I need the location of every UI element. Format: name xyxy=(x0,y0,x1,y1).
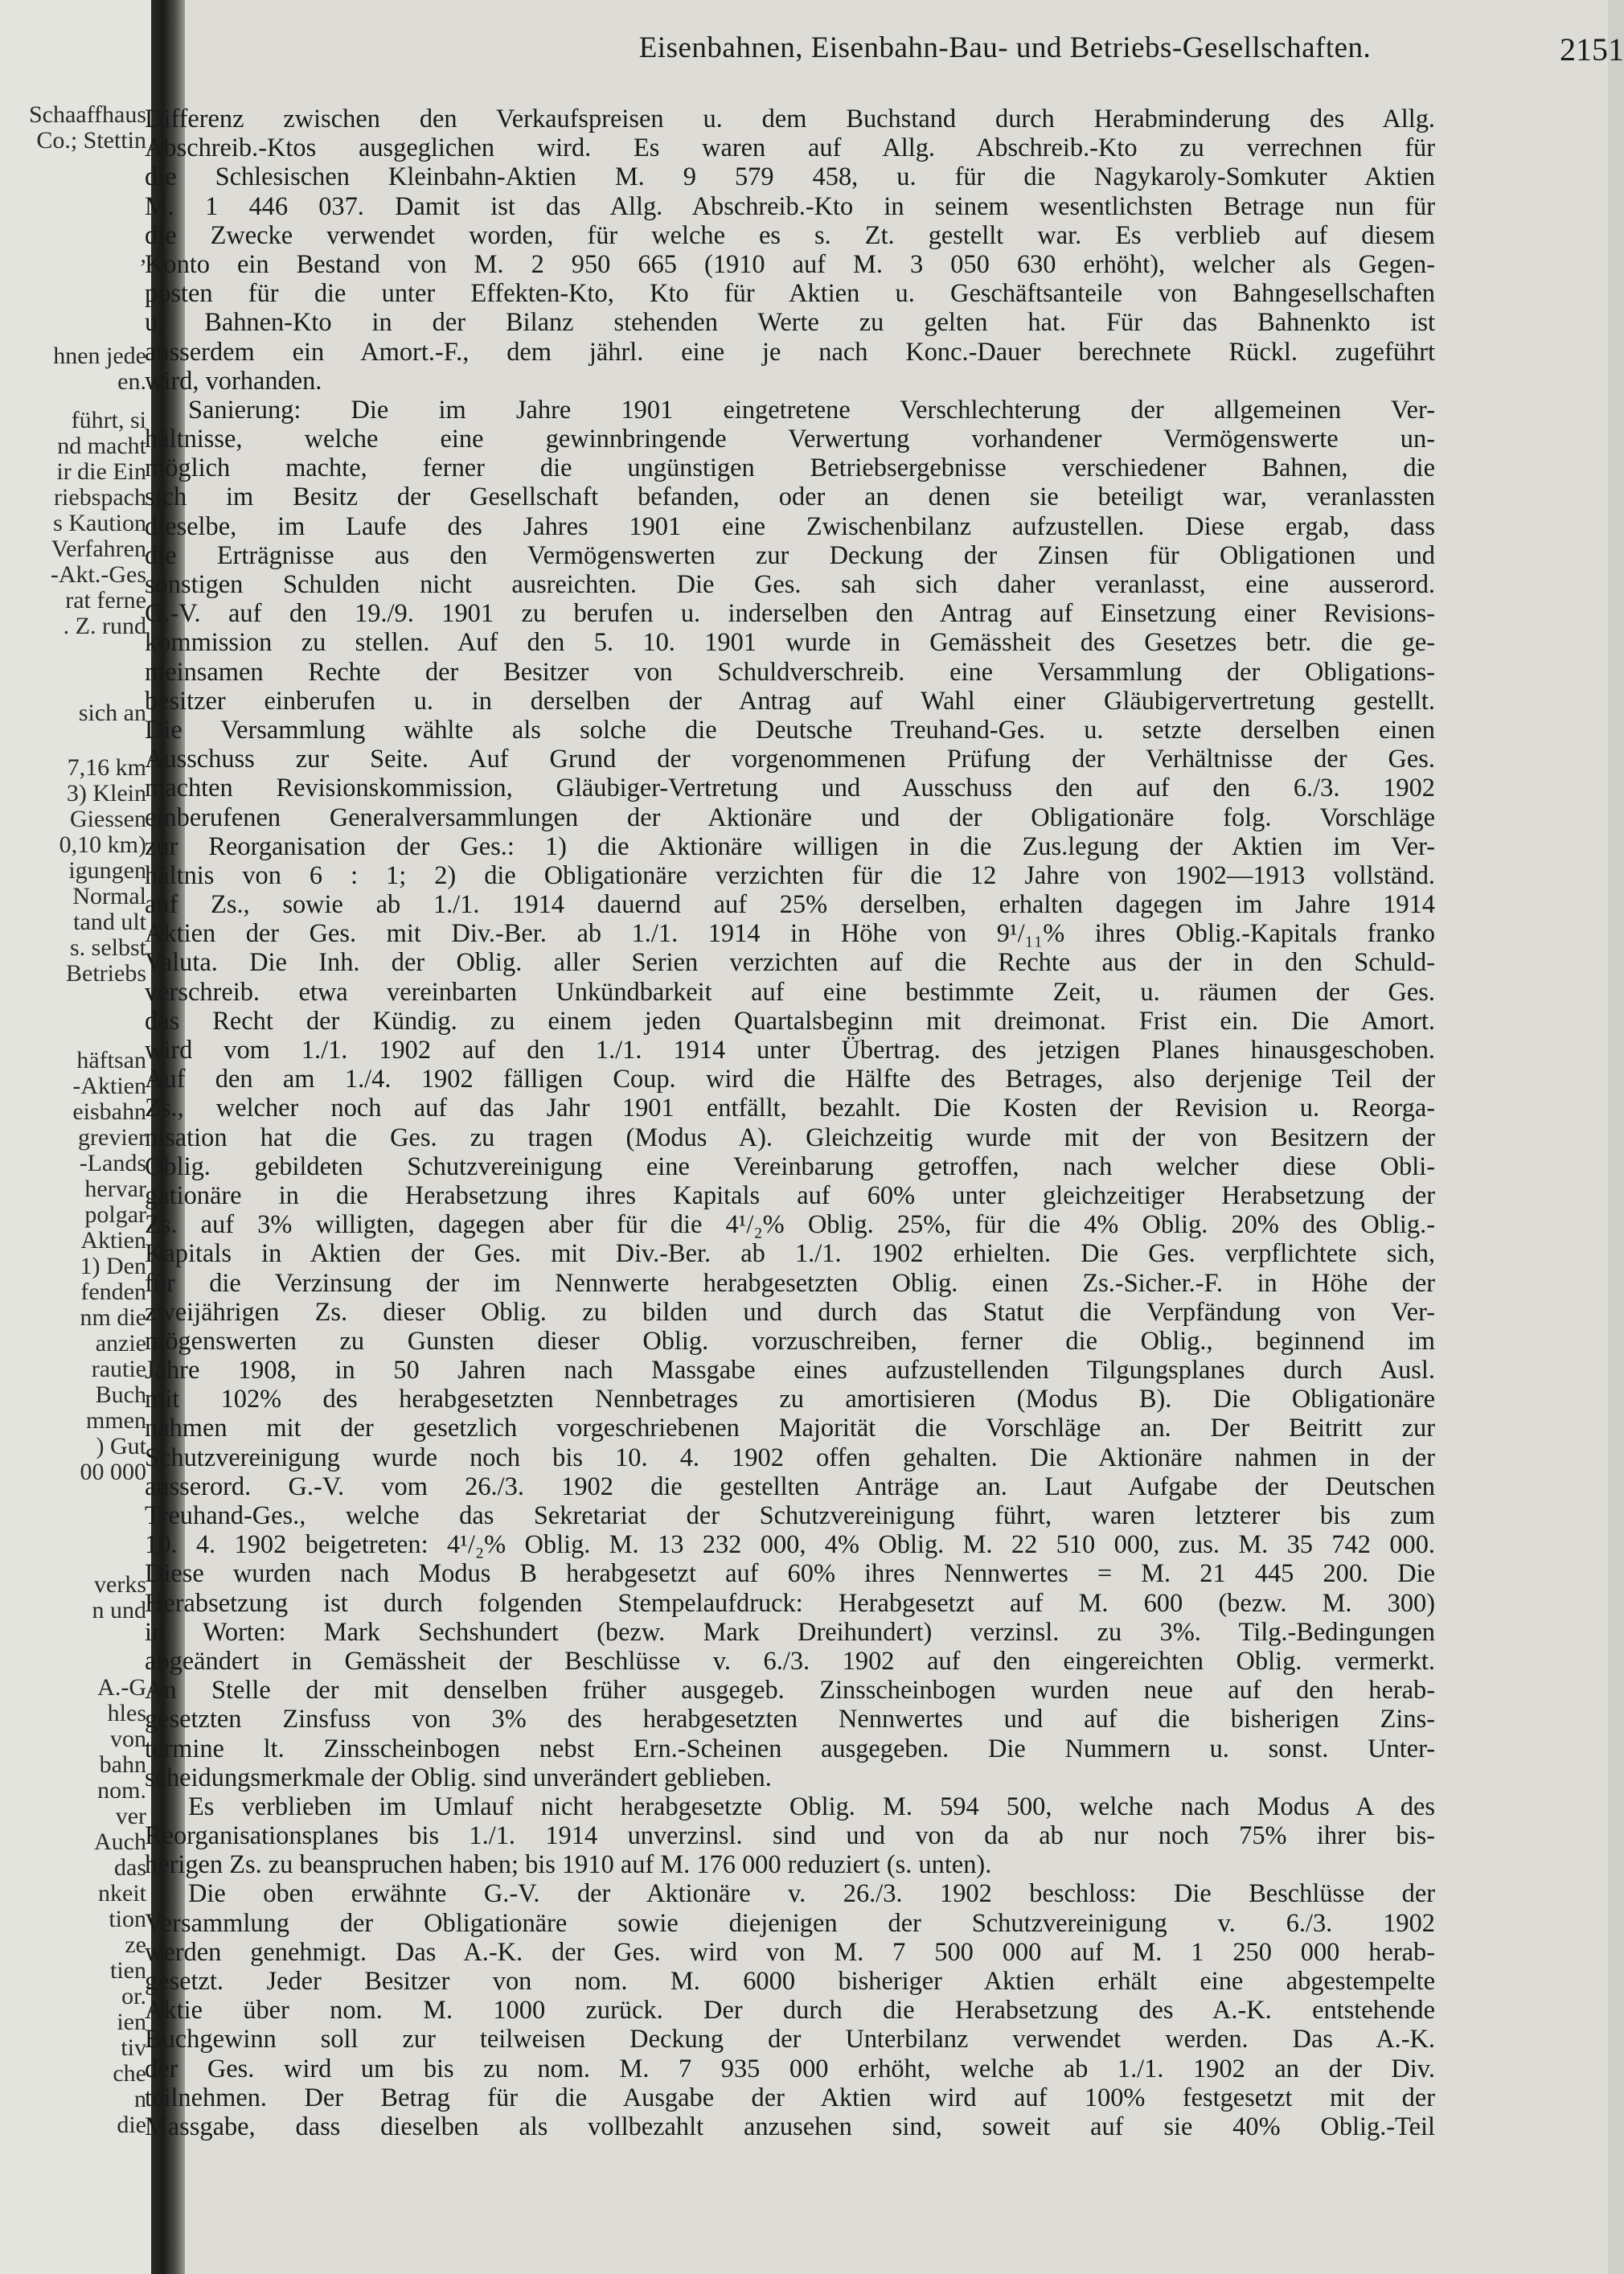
text-line: das Recht der Kündig. zu einem jeden Quartalsbeginn mit dreimonat. Frist ein. Die Amort. xyxy=(145,1006,1435,1036)
page-number: 2151 xyxy=(1560,31,1624,68)
left-page-fragment: nom. xyxy=(97,1777,146,1804)
left-page-fragment: 1) Den xyxy=(80,1253,146,1279)
text-line: Herabsetzung ist durch folgenden Stempelaufdruck: Herabgesetzt auf M. 600 (bezw. M. 300) xyxy=(145,1588,1435,1618)
left-page-fragment: igungen xyxy=(68,857,146,884)
left-page-fragment: mmen xyxy=(86,1407,146,1434)
text-line: einberufenen Generalversammlungen der Aktionäre und der Obligationäre folg. Vorschläge xyxy=(145,802,1435,832)
text-line: Differenz zwischen den Verkaufspreisen u. dem Buchstand durch Herabminderung des Allg. xyxy=(145,105,1435,133)
text-line: Es verblieben im Umlauf nicht herabgesetzte Oblig. M. 594 500, welche nach Modus A des xyxy=(188,1792,1435,1821)
text-line: Oblig. gebildeten Schutzvereinigung eine Vereinbarung getroffen, nach welcher diese Obli- xyxy=(145,1151,1435,1181)
text-line: M. 1 446 037. Damit ist das Allg. Abschreib.-Kto in seinem wesentlichsten Betrage nun für xyxy=(145,191,1435,221)
text-line: Zs. auf 3% willigten, dagegen aber für die 4¹/₂% Oblig. 25%, für die 4% Oblig. 20% des Oblig.- xyxy=(145,1210,1435,1240)
text-line: Schutzvereinigung wurde noch bis 10. 4. 1902 offen gehalten. Die Aktionäre nahmen in der xyxy=(145,1443,1435,1472)
left-page-fragment: Buch xyxy=(95,1381,146,1408)
text-line: Kapitals in Aktien der Ges. mit Div.-Ber. ab 1./1. 1902 erhielten. Die Ges. verpflichtete sich, xyxy=(145,1239,1435,1269)
left-page-fragment: nm die xyxy=(80,1304,146,1331)
text-line: verschreib. etwa vereinbarten Unkündbarkeit auf eine bestimmte Zeit, u. räumen der Ges. xyxy=(145,977,1435,1007)
text-line: G.-V. auf den 19./9. 1901 zu berufen u. inderselben den Antrag auf Einsetzung einer Revisions- xyxy=(145,599,1435,629)
left-page-fragment: A.-G xyxy=(97,1674,146,1701)
text-line: scheidungsmerkmale der Oblig. sind unverändert geblieben. xyxy=(145,1763,772,1792)
text-line: kommission zu stellen. Auf den 5. 10. 1901 wurde in Gemässheit des Gesetzes betr. die ge- xyxy=(145,628,1435,658)
left-page-fragment: fenden xyxy=(80,1279,146,1305)
left-page-fragment: ir die Ein xyxy=(56,458,146,485)
left-page-fragment: -Aktien xyxy=(72,1073,146,1099)
text-line: gesetzten Zinsfuss von 3% des herabgesetzten Nennwertes und auf die bisherigen Zins- xyxy=(145,1705,1435,1734)
text-line: teilnehmen. Der Betrag für die Ausgabe der Aktien wird auf 100% festgesetzt mit der xyxy=(145,2083,1435,2112)
text-line: Aktie über nom. M. 1000 zurück. Der durch die Herabsetzung des A.-K. entstehende xyxy=(145,1996,1435,2026)
text-line: Abschreib.-Ktos ausgeglichen wird. Es waren auf Allg. Abschreib.-Kto zu verrechnen für xyxy=(145,133,1435,163)
text-line: mit 102% des herabgesetzten Nennbetrages zu amortisieren (Modus B). Die Obligationäre xyxy=(145,1385,1435,1414)
left-page-fragment: rat ferne xyxy=(65,587,146,614)
text-line: Diese wurden nach Modus B herabgesetzt auf 60% ihres Nennwertes = M. 21 445 200. Die xyxy=(145,1559,1435,1589)
text-line: sonstigen Schulden nicht ausreichten. Die Ges. sah sich daher veranlasst, eine ausserord. xyxy=(145,570,1435,599)
text-line: in Worten: Mark Sechshundert (bezw. Mark Dreihundert) verzinsl. zu 3%. Tilg.-Bedingungen xyxy=(145,1617,1435,1647)
left-page-fragment: tand ult xyxy=(73,909,146,935)
text-line: Die Versammlung wählte als solche die Deutsche Treuhand-Ges. u. setzte derselben einen xyxy=(145,715,1435,745)
text-line: die Zwecke verwendet worden, für welche es s. Zt. gestellt war. Es verblieb auf diesem xyxy=(145,220,1435,250)
left-page-fragment: Verfahren xyxy=(51,536,146,562)
left-page-fragment: polgar xyxy=(84,1201,146,1228)
left-page-fragment: ver xyxy=(115,1803,146,1829)
text-line: Treuhand-Ges., welche das Sekretariat der Schutzvereinigung führt, waren letzterer bis zum xyxy=(145,1501,1435,1530)
text-line: Ausschuss zur Seite. Auf Grund der vorgenommenen Prüfung der Verhältnisse der Ges. xyxy=(145,745,1435,774)
left-page-fragment: riebspach xyxy=(54,484,146,511)
left-page-fragment: Giessen xyxy=(70,806,146,832)
text-line: wird vom 1./1. 1902 auf den 1./1. 1914 unter Übertrag. des jetzigen Planes hinausgeschoben. xyxy=(145,1036,1435,1065)
left-page-fragment: sich an xyxy=(78,700,146,726)
text-line: herigen Zs. zu beanspruchen haben; bis 1910 auf M. 176 000 reduziert (s. unten). xyxy=(145,1850,992,1880)
left-page-fragment: 00 000 xyxy=(80,1459,146,1485)
text-line: dieselbe, im Laufe des Jahres 1901 eine Zwischenbilanz aufzustellen. Diese ergab, dass xyxy=(145,511,1435,541)
left-page-fragment: tien xyxy=(110,1957,146,1984)
text-line: 10. 4. 1902 beigetreten: 4¹/₂% Oblig. M. 13 232 000, 4% Oblig. M. 22 510 000, zus. M. 35 742 000. xyxy=(145,1530,1435,1560)
left-page-fragment: tiv xyxy=(121,2034,146,2061)
left-page-fragment: verks xyxy=(94,1571,146,1598)
left-page-fragment: Auch xyxy=(94,1829,146,1855)
left-page-fragment: n und xyxy=(92,1597,146,1623)
left-page-fragment: 3) Klein xyxy=(66,780,146,807)
text-line: posten für die unter Effekten-Kto, Kto für Aktien u. Geschäftsanteile von Bahngesellschaften xyxy=(145,279,1435,309)
left-page-fragment: Betriebs xyxy=(66,960,146,987)
text-line: zur Reorganisation der Ges.: 1) die Aktionäre willigen in die Zus.legung der Aktien im Ver- xyxy=(145,831,1435,861)
text-line: Valuta. Die Inh. der Oblig. aller Serien verzichten auf die Rechte aus der in den Schuld- xyxy=(145,948,1435,978)
left-page-fragment: en. xyxy=(117,368,146,395)
text-line: besitzer einberufen u. in derselben der Antrag auf Wahl einer Gläubigervertretung gestellt. xyxy=(145,686,1435,716)
text-line: meinsamen Rechte der Besitzer von Schuldverschreib. eine Versammlung der Obligations- xyxy=(145,657,1435,687)
text-line: An Stelle der mit denselben früher ausgegeb. Zinsscheinbogen wurden neue auf den herab- xyxy=(145,1676,1435,1706)
left-page-fragment: Aktien xyxy=(80,1227,146,1254)
left-page-fragment: ien xyxy=(117,2009,146,2035)
text-line: Jahre 1908, in 50 Jahren nach Massgabe eines aufzustellenden Tilgungsplanes durch Ausl. xyxy=(145,1356,1435,1385)
body-text xyxy=(145,105,1435,2141)
left-page-fragment: , xyxy=(140,241,146,268)
left-page-fragment: bahn xyxy=(99,1751,146,1778)
text-line: für die Verzinsung der im Nennwerte herabgesetzten Oblig. einen Zs.-Sicher.-F. in Höhe der xyxy=(145,1268,1435,1298)
left-page-fragment: n xyxy=(134,2086,146,2112)
text-line: die Schlesischen Kleinbahn-Aktien M. 9 579 458, u. für die Nagykaroly-Somkuter Aktien xyxy=(145,162,1435,192)
left-page-fragment: 7,16 km xyxy=(67,754,146,781)
text-line: termine lt. Zinsscheinbogen nebst Ern.-Scheinen ausgegeben. Die Nummern u. sonst. Unter- xyxy=(145,1734,1435,1763)
text-line: Die oben erwähnte G.-V. der Aktionäre v. 26./3. 1902 beschloss: Die Beschlüsse der xyxy=(188,1879,1435,1909)
left-page-fragment: 0,10 km) xyxy=(59,831,146,858)
text-line: Massgabe, dass dieselben als vollbezahlt anzusehen sind, soweit auf sie 40% Oblig.-Teil xyxy=(145,2112,1435,2141)
text-line: ausserord. G.-V. vom 26./3. 1902 die gestellten Anträge an. Laut Aufgabe der Deutschen xyxy=(145,1472,1435,1501)
left-page-fragment: von xyxy=(110,1726,146,1752)
text-line: nahmen mit der gesetzlich vorgeschriebenen Majorität die Vorschläge an. Der Beitritt zur xyxy=(145,1414,1435,1443)
left-page-fragment: che xyxy=(113,2060,146,2087)
left-page-fragment: s. selbst xyxy=(69,934,146,961)
left-page-fragment: das xyxy=(114,1854,146,1881)
text-line: Aktien der Ges. mit Div.-Ber. ab 1./1. 1914 in Höhe von 9¹/₁₁% ihres Oblig.-Kapitals franko xyxy=(145,919,1435,949)
text-line: Versammlung der Obligationäre sowie diejenigen der Schutzvereinigung v. 6./3. 1902 xyxy=(145,1908,1435,1938)
text-line: die Erträgnisse aus den Vermögenswerten zur Deckung der Zinsen für Obligationen und xyxy=(145,540,1435,570)
text-line: werden genehmigt. Das A.-K. der Ges. wird von M. 7 500 000 auf M. 1 250 000 herab- xyxy=(145,1937,1435,1967)
text-line: mögenswerten zu Gunsten dieser Oblig. vorzuschreiben, ferner die Oblig., beginnend im xyxy=(145,1326,1435,1356)
left-page-fragment: hervar xyxy=(84,1176,146,1202)
left-page-fragment: Normal xyxy=(72,883,146,909)
left-page-fragment: ze xyxy=(125,1931,146,1958)
text-line: abgeändert in Gemässheit der Beschlüsse v. 6./3. 1902 auf den eingereichten Oblig. vermerkt. xyxy=(145,1646,1435,1676)
left-page-fragment: grevier xyxy=(78,1124,146,1151)
left-page-fragment: ) Gut xyxy=(96,1433,146,1459)
left-page-fragment: or. xyxy=(121,1983,146,2009)
text-line: machten Revisionskommission, Gläubiger-Vertretung und Ausschuss den auf den 6./3. 1902 xyxy=(145,774,1435,803)
text-line: u. Bahnen-Kto in der Bilanz stehenden Werte zu gelten hat. Für das Bahnenkto ist xyxy=(145,308,1435,338)
running-title: Eisenbahnen, Eisenbahn-Bau- und Betriebs-Gesellschaften. xyxy=(638,31,1372,64)
left-page-fragment: rautie xyxy=(91,1356,146,1382)
text-line: auf Zs., sowie ab 1./1. 1914 dauernd auf 25% derselben, erhalten dagegen im Jahre 1914 xyxy=(145,890,1435,920)
text-line: möglich machte, ferner die ungünstigen Betriebsergebnisse verschiedener Bahnen, die xyxy=(145,454,1435,483)
text-line: der Ges. wird um bis zu nom. M. 7 935 000 erhöht, welche ab 1./1. 1902 an der Div. xyxy=(145,2054,1435,2083)
text-line: zweijährigen Zs. dieser Oblig. zu bilden und durch das Statut die Verpfändung von Ver- xyxy=(145,1297,1435,1327)
left-page-fragment: nkeit xyxy=(98,1880,146,1907)
text-line: Konto ein Bestand von M. 2 950 665 (1910 auf M. 3 050 630 erhöht), welcher als Gegen- xyxy=(145,249,1435,279)
text-line: wird, vorhanden. xyxy=(145,366,322,396)
left-page-fragment: Co.; Stettin xyxy=(36,127,146,154)
left-page-fragment: häftsan xyxy=(76,1047,146,1073)
text-line: nisation hat die Ges. zu tragen (Modus A). Gleichzeitig wurde mit der von Besitzern der xyxy=(145,1123,1435,1152)
text-line: gationäre in die Herabsetzung ihres Kapitals auf 60% unter gleichzeitiger Herabsetzung der xyxy=(145,1180,1435,1210)
left-page-fragment: hles xyxy=(107,1700,146,1726)
text-line: hältnis von 6 : 1; 2) die Obligationäre verzichten für die 12 Jahre von 1902—1913 vollständ. xyxy=(145,860,1435,890)
text-line: Sanierung: Die im Jahre 1901 eingetretene Verschlechterung der allgemeinen Ver- xyxy=(188,395,1435,425)
left-page-fragment: Schaaffhaus xyxy=(28,101,146,128)
text-line: sich im Besitz der Gesellschaft befanden, oder an denen sie beteiligt war, veranlassten xyxy=(145,482,1435,512)
text-line: Reorganisationsplanes bis 1./1. 1914 unverzinsl. sind und von da ab nur noch 75% ihrer bis- xyxy=(145,1821,1435,1851)
left-page-fragment: -Lands xyxy=(79,1150,146,1176)
left-page-fragment: anzie xyxy=(95,1330,146,1357)
left-page-fragment: nd macht xyxy=(57,433,146,459)
left-page-fragment: eisbahn xyxy=(72,1098,146,1125)
text-line: hältnisse, welche eine gewinnbringende Verwertung vorhandener Vermögenswerte un- xyxy=(145,425,1435,454)
text-line: gesetzt. Jeder Besitzer von nom. M. 6000 bisheriger Aktien erhält eine abgestempelte xyxy=(145,1967,1435,1996)
left-page-fragment: tion xyxy=(109,1906,146,1932)
previous-page-edge xyxy=(0,0,153,2274)
left-page-fragment: die xyxy=(117,2112,146,2138)
text-line: ausserdem ein Amort.-F., dem jährl. eine je nach Konc.-Dauer berechnete Rückl. zugeführt xyxy=(145,337,1435,367)
left-page-fragment: -Akt.-Ges xyxy=(50,561,146,588)
left-page-fragment: s Kaution xyxy=(53,510,146,536)
left-page-fragment: führt, si xyxy=(71,407,146,433)
text-line: Zs., welcher noch auf das Jahr 1901 entfällt, bezahlt. Die Kosten der Revision u. Reorga- xyxy=(145,1094,1435,1123)
left-page-fragment: hnen jede xyxy=(53,343,146,369)
text-line: Auf den am 1./4. 1902 fälligen Coup. wird die Hälfte des Betrages, also derjenige Teil der xyxy=(145,1065,1435,1094)
text-line: Buchgewinn soll zur teilweisen Deckung der Unterbilanz verwendet werden. Das A.-K. xyxy=(145,2025,1435,2054)
left-page-fragment: . Z. rund xyxy=(63,613,146,639)
page-header xyxy=(386,31,1624,71)
